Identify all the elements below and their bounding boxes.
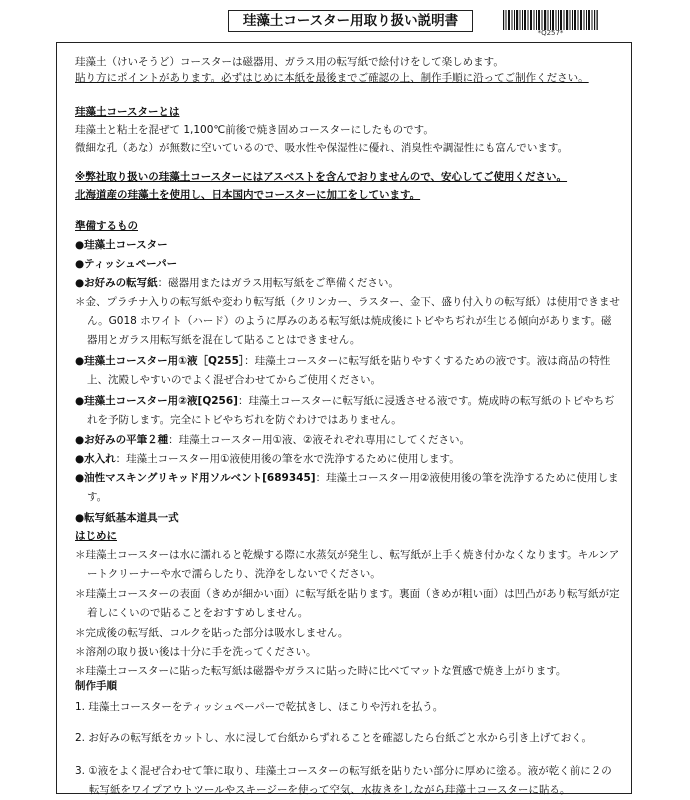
prep-item-solvent xyxy=(75,469,620,507)
about-line-1: 珪藻土と粘土を混ぜて 1,100℃前後で焼き固めコースターにしたものです。 xyxy=(75,124,434,136)
prep-item-liquid-1 xyxy=(75,352,620,390)
intro2-note-3: ＊完成後の転写紙、コルクを貼った部分は吸水しません。 xyxy=(75,627,349,639)
prep-item-solvent-label: ●油性マスキングリキッド用ソルベント[689345] xyxy=(75,472,316,484)
step-1: 1. 珪藻土コースターをティッシュペーパーで乾拭きし、ほこりや汚れを払う。 xyxy=(75,701,444,713)
intro-line-2: 貼り方にポイントがあります。必ずはじめに本紙を最後までご確認の上、制作手順に沿ってご制作ください。 xyxy=(75,72,589,84)
prep-item-brushes-label: ●お好みの平筆２種 xyxy=(75,434,169,446)
prep-item-liquid-2-label: ●珪藻土コースター用②液[Q256] xyxy=(75,395,238,407)
intro2-note-4: ＊溶剤の取り扱い後は十分に手を洗ってください。 xyxy=(75,646,317,658)
intro-line-1: 珪藻土（けいそうど）コースターは磁器用、ガラス用の転写紙で絵付けをして楽しめます。 xyxy=(75,56,504,68)
intro2-note-2: ＊珪藻土コースターの表面（きめが細かい面）に転写紙を貼ります。裏面（きめが粗い面）は凹凸があり転写紙が定着しにくいので貼ることをおすすめしません。 xyxy=(75,588,620,619)
notice-section xyxy=(75,169,620,203)
notice-line-2: 北海道産の珪藻土を使用し、日本国内でコースターに加工をしています。 xyxy=(75,189,421,201)
prep-item-water-cup-desc: ：珪藻土コースター用①液使用後の筆を水で洗浄するために使用します。 xyxy=(115,453,460,465)
intro2-section xyxy=(75,528,620,681)
barcode xyxy=(503,10,598,30)
about-section xyxy=(75,104,620,156)
intro2-heading: はじめに xyxy=(75,530,117,542)
step-2: 2. お好みの転写紙をカットし、水に浸して台紙からずれることを確認したら台紙ごと水から引き上げておく。 xyxy=(75,732,593,744)
step-3: 3. ①液をよく混ぜ合わせて筆に取り、珪藻土コースターの転写紙を貼りたい部分に厚めに塗る。液が乾く前に２の転写紙をワイプアウトツールやスキージーを使って空気、水抜きをしながら珪藻土コースターに貼る。 xyxy=(75,765,612,796)
prep-item-coaster: ●珪藻土コースター xyxy=(75,239,168,251)
intro-section xyxy=(75,54,620,86)
prep-item-brushes-desc: ：珪藻土コースター用①液、②液それぞれ専用にしてください。 xyxy=(168,434,470,446)
intro2-note-5: ＊珪藻土コースターに貼った転写紙は磁器やガラスに貼った時に比べてマットな質感で焼き上がります。 xyxy=(75,665,567,677)
prep-item-brushes xyxy=(75,432,620,448)
prep-item-transfer-paper-desc: ：磁器用またはガラス用転写紙をご準備ください。 xyxy=(157,277,399,289)
prep-section xyxy=(75,218,620,526)
prep-item-liquid-2 xyxy=(75,392,620,430)
prep-item-liquid-1-desc: ：珪藻土コースターに転写紙を貼りやすくするための液です。液は商品の特性上、沈殿しやすいのでよく混ぜ合わせてからご使用ください。 xyxy=(87,355,611,386)
prep-item-tissue: ●ティッシュペーパー xyxy=(75,258,178,270)
prep-item-liquid-1-label: ●珪藻土コースター用①液［Q255］ xyxy=(75,355,245,367)
about-line-2: 微細な孔（あな）が無数に空いているので、吸水性や保湿性に優れ、消臭性や調湿性にも富んでいます。 xyxy=(75,142,569,154)
prep-item-transfer-paper xyxy=(75,275,620,291)
about-heading: 珪藻土コースターとは xyxy=(75,106,180,118)
prep-note-transfer-paper: ＊金、プラチナ入りの転写紙や変わり転写紙（クリンカー、ラスター、金下、盛り付入りの転写紙）は使用できません。G018 ホワイト（ハード）のように厚みのある転写紙は焼成後にトビやちぢれが生じる傾向があります。磁器用とガラス用転写紙を混在して貼ることはできません。 xyxy=(75,296,620,346)
prep-item-water-cup xyxy=(75,451,620,467)
document-title: 珪藻土コースター用取り扱い説明書 xyxy=(228,10,473,32)
notice-line-1: ※弊社取り扱いの珪藻土コースターにはアスベストを含んでおりませんので、安心してご使用ください。 xyxy=(75,171,568,183)
prep-item-solvent-desc: ：珪藻土コースター用②液使用後の筆を洗浄するために使用します。 xyxy=(87,472,619,503)
steps-heading: 制作手順 xyxy=(75,680,117,692)
prep-item-tool-set: ●転写紙基本道具一式 xyxy=(75,512,179,524)
intro2-note-1: ＊珪藻土コースターは水に濡れると乾燥する際に水蒸気が発生し、転写紙が上手く焼き付かなくなります。キルンアートクリーナーや水で濡らしたり、洗浄をしないでください。 xyxy=(75,549,620,580)
prep-item-water-cup-label: ●水入れ xyxy=(75,453,116,465)
prep-heading: 準備するもの xyxy=(75,220,138,232)
steps-section xyxy=(75,678,620,796)
prep-item-transfer-paper-label: ●お好みの転写紙 xyxy=(75,277,158,289)
barcode-code: *Q257* xyxy=(537,29,564,37)
prep-item-liquid-2-desc: ：珪藻土コースターに転写紙に浸透させる液です。焼成時の転写紙のトビやちぢれを予防します。完全にトビやちぢれを防ぐわけではありません。 xyxy=(87,395,615,426)
